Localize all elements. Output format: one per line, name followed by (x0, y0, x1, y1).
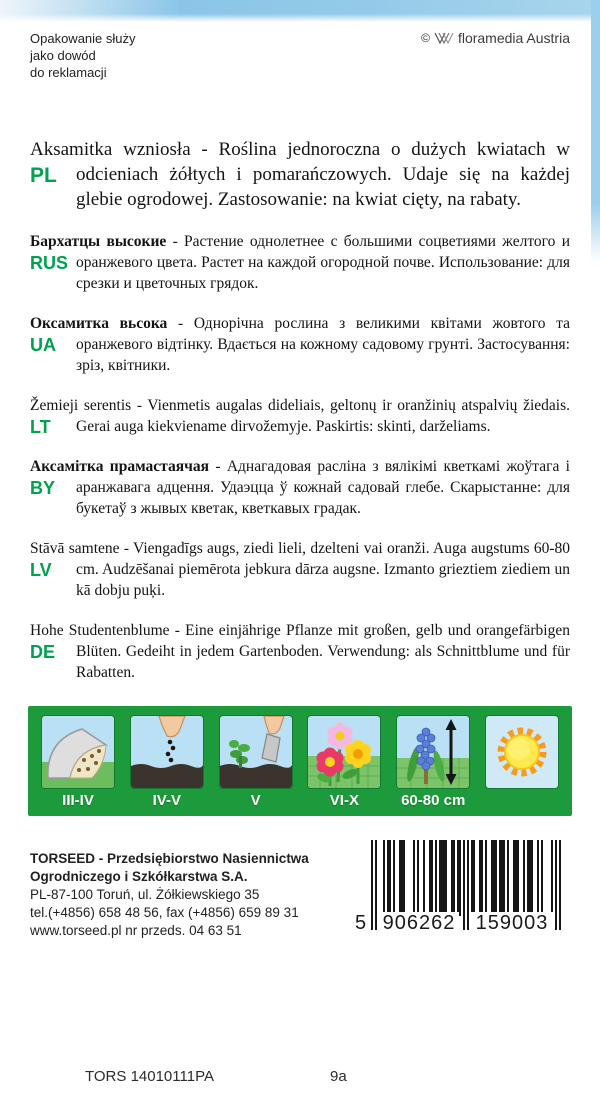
print-code: 9a (330, 1068, 347, 1085)
description-body-lt: - Vienmetis augalas dideliais, geltonų ir oranžinių atspalvių žiedais. Gerai auga kiekviename dirvožemyje. Paskirtis: skinti, darželiams. (76, 397, 570, 435)
language-code-by: BY (30, 478, 56, 498)
language-sections (0, 137, 600, 683)
sowing-hand-icon (131, 716, 203, 788)
language-code-de: DE (30, 642, 56, 662)
planting-hand-icon (220, 716, 292, 788)
section-de (30, 620, 570, 683)
barcode-digits (355, 912, 561, 934)
section-by (30, 456, 570, 519)
barcode (355, 840, 561, 934)
plant-name-lt: Žemieji serentis (30, 397, 132, 414)
pictogram-label: IV-V (152, 792, 181, 809)
description-body-de: - Eine einjährige Pflanze mit großen, gelb und orangefärbigen Blüten. Gedeiht in jedem Gartenboden. Verwendung: als Schnittblume und für Rabatten. (76, 622, 570, 681)
plant-name-pl: Aksamitka wzniosła (30, 139, 191, 160)
description-de (30, 620, 570, 683)
packaging-note-line: Opakowanie służy (30, 31, 136, 46)
description-body-lv: - Viengadīgs augs, ziedi lieli, dzelteni vai oranži. Auga augstums 60-80 cm. Audzēšanai piemērota jebkura dārza augsne. Izmanto grieztiem ziediem un kā dobju puķi. (76, 540, 570, 599)
plant-name-ua: Оксамитка вьсока (30, 315, 168, 332)
floramedia-credit (421, 30, 570, 46)
language-code-ua: UA (30, 335, 56, 355)
plant-name-lv: Stāvā samtene (30, 540, 120, 557)
pictogram-label: VI-X (329, 792, 359, 809)
section-pl (30, 137, 570, 212)
company-name-line2: Ogrodniczego i Szkółkarstwa S.A. (30, 869, 248, 884)
pictogram-direct-sowing (131, 716, 203, 816)
pictogram-flowering-period (308, 716, 380, 816)
section-rus (30, 231, 570, 294)
section-lv (30, 538, 570, 601)
company-website: www.torseed.pl nr przeds. 04 63 51 (30, 923, 242, 938)
company-address: PL-87-100 Toruń, ul. Żółkiewskiego 35 (30, 887, 260, 902)
sun-icon (486, 716, 558, 788)
sowing-tunnel-icon (42, 716, 114, 788)
floramedia-logo-icon (434, 31, 454, 45)
batch-code: TORS 14010111PA (85, 1068, 214, 1085)
barcode-digits-right: 159003 (471, 912, 553, 935)
header (0, 0, 600, 81)
plant-name-de: Hohe Studentenblume (30, 622, 170, 639)
description-body-pl: - Roślina jednoroczna o dużych kwiatach w odcieniach żółtych i pomarańczowych. Udaje się na każdej glebie ogrodowej. Zastosowanie: na kwiat cięty, na rabaty. (76, 139, 570, 210)
pictogram-planting-out (220, 716, 292, 816)
pictogram-strip (28, 706, 572, 816)
section-lt (30, 395, 570, 437)
description-body-rus: - Растение однолетнее с большими соцветиями желтого и оранжевого цвета. Растет на каждой огородной почве. Использование: для срезки и цветочных грядок. (76, 233, 570, 292)
company-info (30, 840, 361, 940)
packaging-note-line: do reklamacji (30, 65, 107, 80)
brand-name: floramedia Austria (457, 30, 570, 46)
language-code-lt: LT (30, 417, 51, 437)
language-code-rus: RUS (30, 253, 69, 273)
description-body-by: - Аднагадовая расліна з вялікімі кветкамі жоўтага і аранжавага адцення. Удаэцца ў кожнай садовай глебе. Скарыстанне: для букетаў з жывых кветак, кветкавых градак. (76, 458, 570, 517)
packaging-note-line: jako dowód (30, 48, 96, 63)
info-row (30, 840, 575, 940)
flowers-icon (308, 716, 380, 788)
language-code-pl: PL (30, 164, 57, 187)
pictogram-full-sun (486, 716, 558, 816)
barcode-digit-system: 5 (355, 912, 367, 934)
company-name-line1: TORSEED - Przedsiębiorstwo Nasiennictwa (30, 851, 309, 866)
pictogram-label: III-IV (62, 792, 94, 809)
description-body-ua: - Однорічна рослина з великими квітами жовтого та оранжевого відтінку. Вдається на кожному садовому грунті. Застосування: зріз, квітники. (76, 315, 570, 374)
plant-name-rus: Бархатцы высокие (30, 233, 167, 250)
plant-name-by: Аксамітка прамастаячая (30, 458, 210, 475)
section-ua (30, 313, 570, 376)
company-contact: tel.(+4856) 658 48 56, fax (+4856) 659 89 31 (30, 905, 299, 920)
height-arrow-icon (397, 716, 469, 788)
language-code-lv: LV (30, 560, 52, 580)
pictogram-label: V (250, 792, 261, 809)
pictogram-plant-height (397, 716, 469, 816)
description-lt (30, 395, 570, 437)
copyright-icon: © (421, 31, 430, 45)
barcode-digits-left: 906262 (379, 912, 459, 935)
pictogram-sowing-under-cover (42, 716, 114, 816)
pictogram-label: 60-80 cm (401, 792, 466, 809)
